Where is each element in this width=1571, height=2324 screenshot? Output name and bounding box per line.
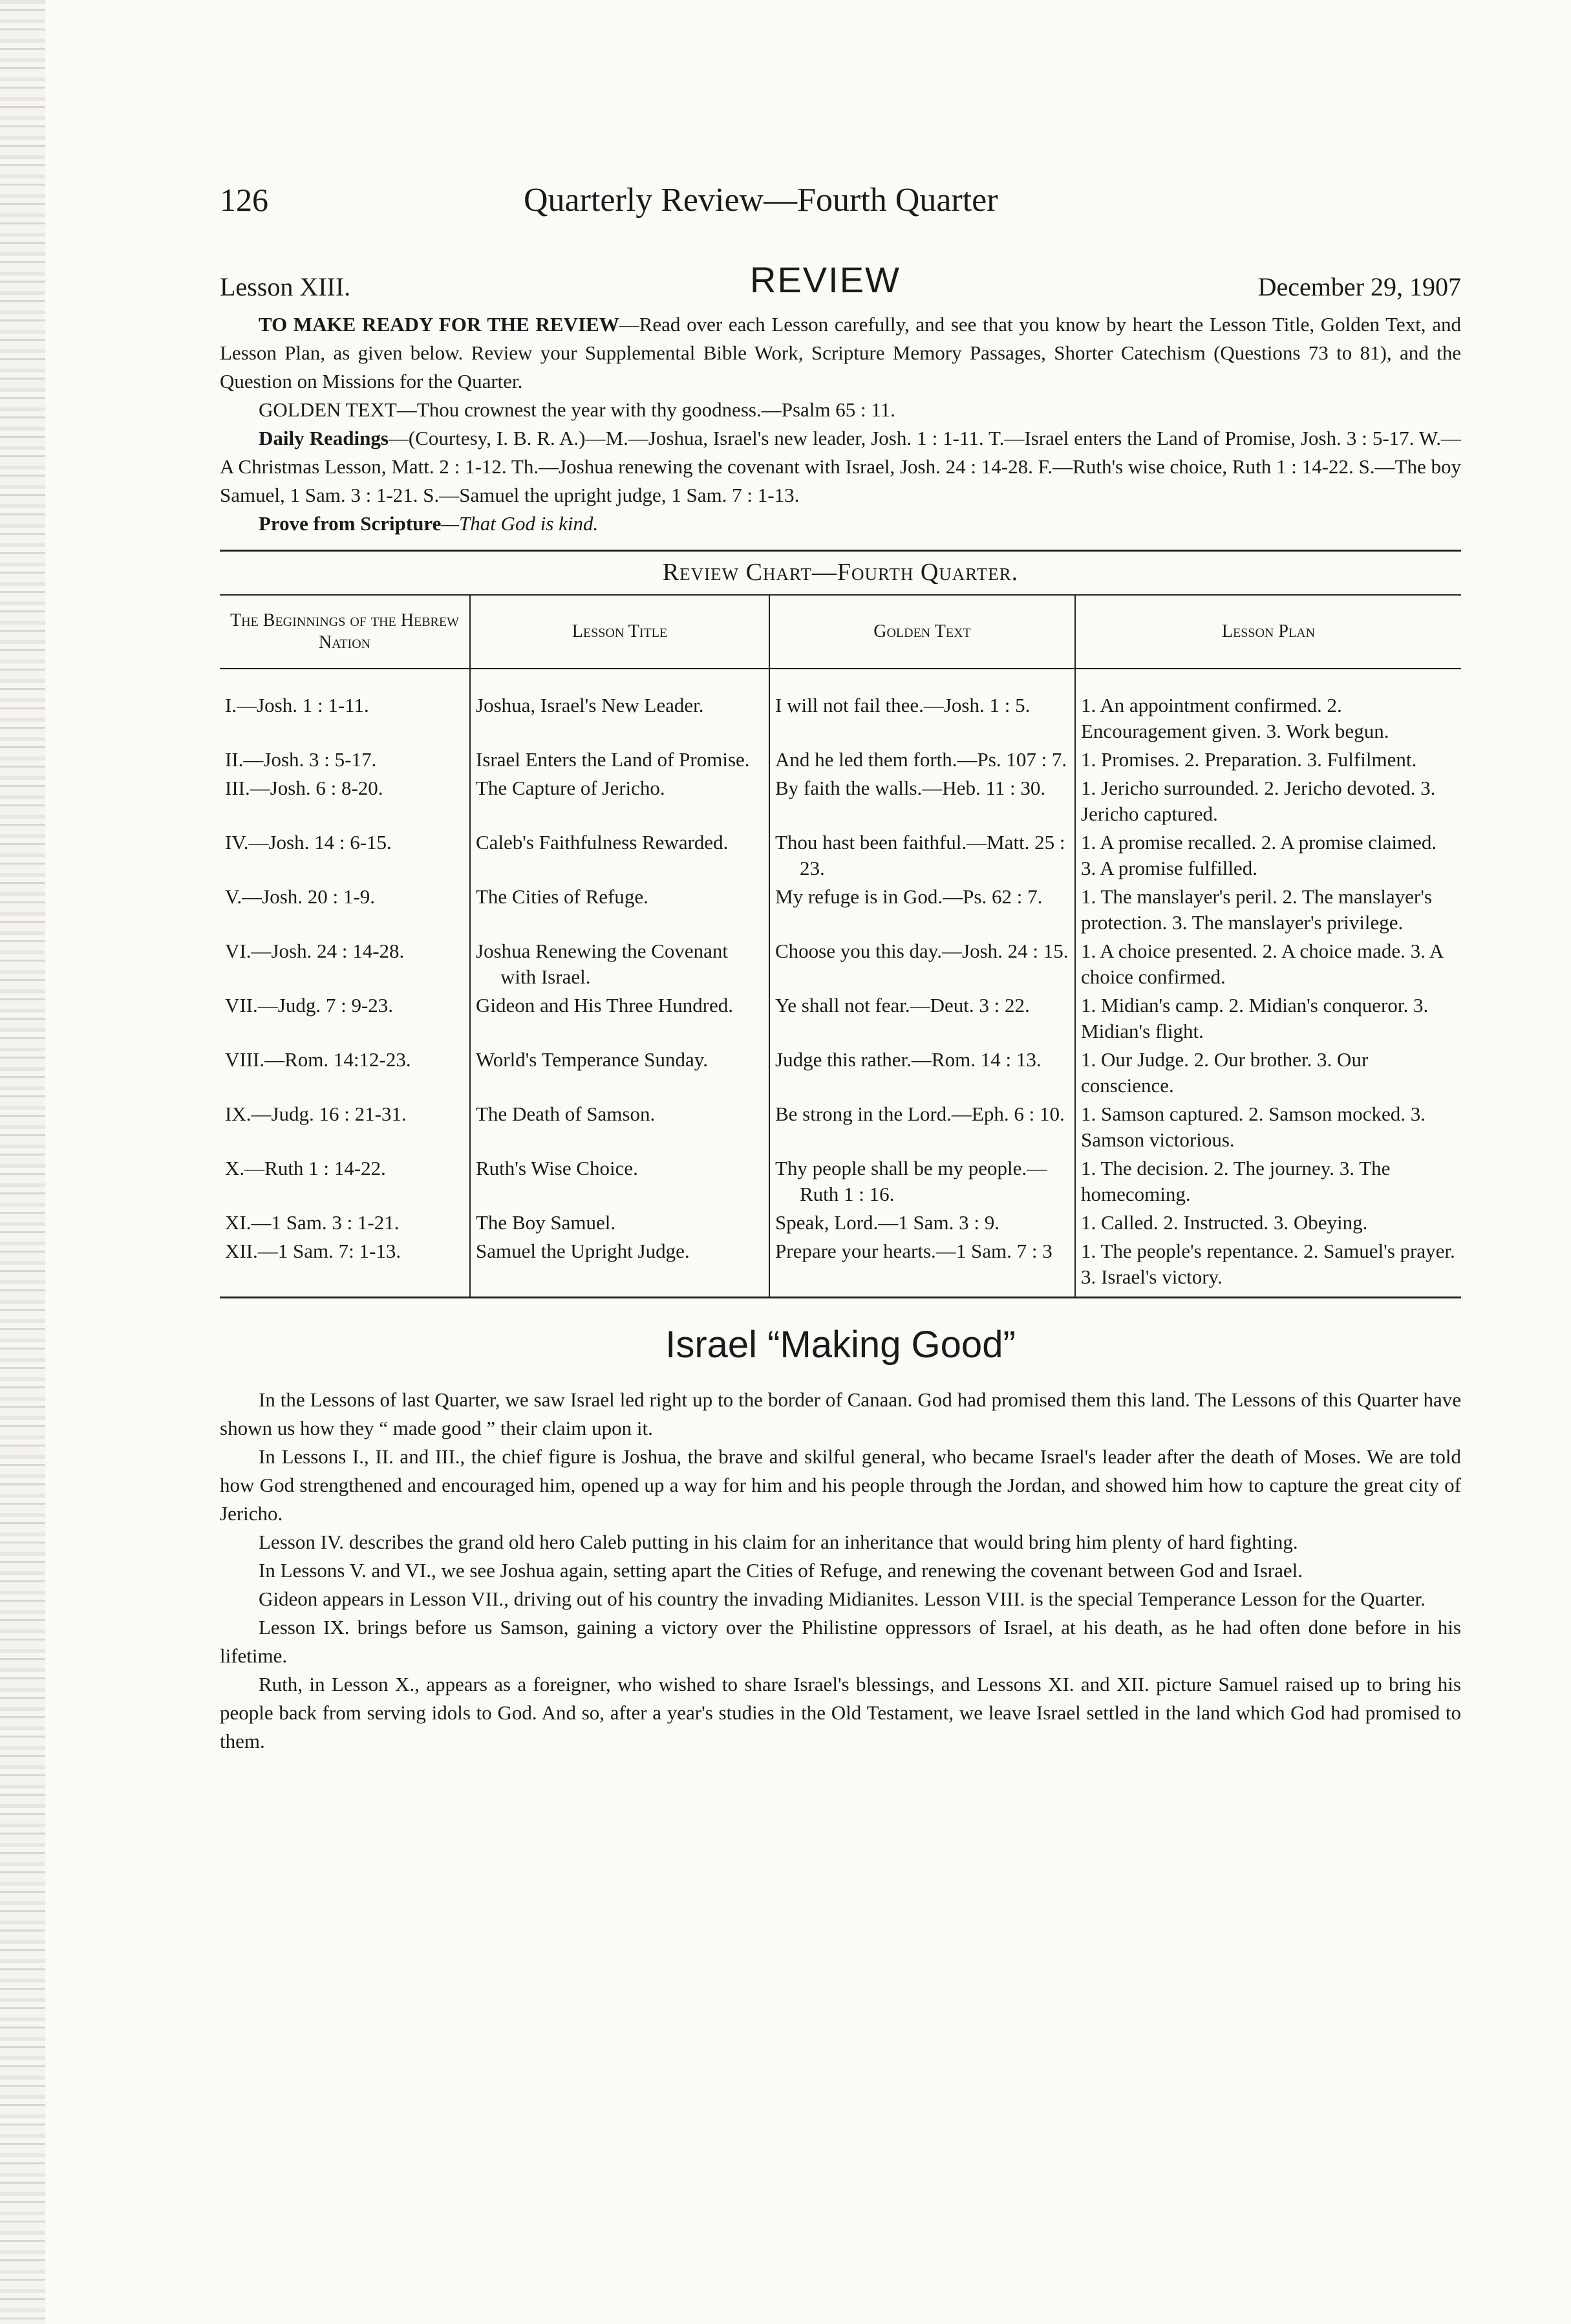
golden-text-cell: Be strong in the Lord.—Eph. 6 : 10.: [775, 1103, 1065, 1125]
lesson-ref: V.—Josh. 20 : 1-9.: [225, 885, 375, 908]
golden-text-cell: And he led them forth.—Ps. 107 : 7.: [775, 748, 1067, 771]
section-title: Israel “Making Good”: [665, 1324, 1016, 1366]
lesson-plan-cell: 1. A promise recalled. 2. A promise claimed. 3. A promise fulfilled.: [1075, 828, 1461, 883]
header-golden-text: Golden Text: [769, 595, 1075, 669]
body-paragraph: In Lessons V. and VI., we see Joshua again, setting apart the Cities of Refuge, and renewing the covenant between God and Israel.: [259, 1559, 1303, 1582]
chart-title: Review Chart—Fourth Quarter.: [662, 559, 1019, 586]
lesson-title-cell: Joshua Renewing the Covenant with Israel.: [476, 940, 729, 988]
golden-text-cell: By faith the walls.—Heb. 11 : 30.: [775, 777, 1046, 799]
golden-text-cell: Judge this rather.—Rom. 14 : 13.: [775, 1048, 1042, 1071]
lesson-plan-cell: 1. Midian's camp. 2. Midian's conqueror. 3. Midian's flight.: [1075, 991, 1461, 1046]
prove-text: —That God is kind.: [441, 512, 599, 535]
golden-text-cell: Thy people shall be my people.—Ruth 1 : 16.: [775, 1157, 1047, 1205]
table-row: [220, 1154, 1461, 1209]
lesson-ref: II.—Josh. 3 : 5-17.: [225, 748, 377, 771]
table-row: [220, 669, 1461, 746]
golden-text-cell: Choose you this day.—Josh. 24 : 15.: [775, 940, 1069, 962]
scan-edge: [0, 0, 45, 2324]
lesson-plan-cell: 1. Jericho surrounded. 2. Jericho devoted. 3. Jericho captured.: [1075, 774, 1461, 828]
daily-label: Daily Readings: [259, 427, 389, 449]
lesson-plan-cell: 1. Called. 2. Instructed. 3. Obeying.: [1075, 1209, 1461, 1237]
prove-from-scripture: [220, 510, 1461, 538]
review-chart-table: [220, 594, 1461, 1296]
body-paragraph: In the Lessons of last Quarter, we saw Israel led right up to the border of Canaan. God had promised them this land. The Lessons of this Quarter have shown us how they “ made good ” their claim upon it.: [220, 1388, 1461, 1439]
body-paragraph: Lesson IX. brings before us Samson, gaining a victory over the Philistine oppressors of Israel, at his death, as he had often done before in his lifetime.: [220, 1616, 1461, 1667]
lesson-plan-cell: 1. Our Judge. 2. Our brother. 3. Our conscience.: [1075, 1046, 1461, 1100]
golden-text-cell: I will not fail thee.—Josh. 1 : 5.: [775, 694, 1031, 716]
table-row: [220, 828, 1461, 883]
lesson-title-cell: Gideon and His Three Hundred.: [476, 994, 734, 1017]
body-paragraph: In Lessons I., II. and III., the chief figure is Joshua, the brave and skilful general, who became Israel's leader after the death of Moses. We are told how God strengthened and encouraged him, opened up a way for him and his people through the Jordan, and showed him how to capture the great city of Jericho.: [220, 1445, 1461, 1525]
body-paragraph: Lesson IV. describes the grand old hero Caleb putting in his claim for an inheritance that would bring him plenty of hard fighting.: [259, 1531, 1298, 1553]
lesson-title-cell: The Capture of Jericho.: [476, 777, 665, 799]
lesson-ref: VII.—Judg. 7 : 9-23.: [225, 994, 394, 1017]
table-row: [220, 1237, 1461, 1296]
header-lesson-plan: Lesson Plan: [1075, 595, 1461, 669]
table-row: [220, 746, 1461, 774]
table-row: [220, 1046, 1461, 1100]
lesson-title-cell: Ruth's Wise Choice.: [476, 1157, 638, 1179]
lesson-header: [220, 259, 1461, 310]
lesson-title-cell: Israel Enters the Land of Promise.: [476, 748, 750, 771]
lesson-title-cell: Caleb's Faithfulness Rewarded.: [476, 831, 729, 854]
running-head: [220, 175, 1461, 233]
table-row: [220, 991, 1461, 1046]
lesson-date: December 29, 1907: [1257, 272, 1461, 301]
golden-text: GOLDEN TEXT—Thou crownest the year with thy goodness.—Psalm 65 : 11.: [259, 398, 895, 421]
lesson-ref: XII.—1 Sam. 7: 1-13.: [225, 1240, 401, 1262]
lesson-ref: VI.—Josh. 24 : 14-28.: [225, 940, 405, 962]
lesson-ref: IV.—Josh. 14 : 6-15.: [225, 831, 392, 854]
lesson-plan-cell: 1. Samson captured. 2. Samson mocked. 3. Samson victorious.: [1075, 1100, 1461, 1154]
chart-bottom-rule: [220, 1296, 1461, 1298]
golden-text-cell: Prepare your hearts.—1 Sam. 7 : 3: [775, 1240, 1053, 1262]
ready-text: —Read over each Lesson carefully, and see that you know by heart the Lesson Title, Golden Text, and Lesson Plan, as given below. Review your Supplemental Bible Work, Scripture Memory Passages, Shorter Catechism (Questions 73 to 81), and the Question on Missions for the Quarter.: [220, 313, 1461, 393]
lesson-plan-cell: 1. The people's repentance. 2. Samuel's prayer. 3. Israel's victory.: [1075, 1237, 1461, 1296]
table-row: [220, 774, 1461, 828]
lesson-ref: VIII.—Rom. 14:12-23.: [225, 1048, 411, 1071]
lesson-title-cell: The Cities of Refuge.: [476, 885, 648, 908]
table-row: [220, 883, 1461, 937]
table-header-row: [220, 595, 1461, 669]
golden-text-cell: Speak, Lord.—1 Sam. 3 : 9.: [775, 1211, 999, 1234]
lesson-ref: IX.—Judg. 16 : 21-31.: [225, 1103, 407, 1125]
body-paragraph: Ruth, in Lesson X., appears as a foreigner, who wished to share Israel's blessings, and Lessons XI. and XII. picture Samuel raised up to bring his people back from serving idols to God. And so, after a year's studies in the Old Testament, we leave Israel settled in the land which God had promised to them.: [220, 1673, 1461, 1752]
lesson-plan-cell: 1. A choice presented. 2. A choice made. 3. A choice confirmed.: [1075, 937, 1461, 991]
table-row: [220, 1100, 1461, 1154]
body-paragraph: Gideon appears in Lesson VII., driving out of his country the invading Midianites. Lesson VIII. is the special Temperance Lesson for the Quarter.: [259, 1587, 1426, 1610]
lesson-ref: I.—Josh. 1 : 1-11.: [225, 694, 369, 716]
lesson-title: REVIEW: [750, 259, 901, 300]
lesson-title-cell: The Death of Samson.: [476, 1103, 656, 1125]
lesson-title-cell: Joshua, Israel's New Leader.: [476, 694, 704, 716]
daily-text: —(Courtesy, I. B. R. A.)—M.—Joshua, Israel's new leader, Josh. 1 : 1-11. T.—Israel enters the Land of Promise, Josh. 3 : 5-17. W.—A Christmas Lesson, Matt. 2 : 1-12. Th.—Joshua renewing the covenant with Israel, Josh. 24 : 14-28. F.—Ruth's wise choice, Ruth 1 : 14-22. S.—The boy Samuel, 1 Sam. 3 : 1-21. S.—Samuel the upright judge, 1 Sam. 7 : 1-13.: [220, 427, 1461, 506]
lesson-plan-cell: 1. The manslayer's peril. 2. The manslayer's protection. 3. The manslayer's privilege.: [1075, 883, 1461, 937]
lesson-ref: X.—Ruth 1 : 14-22.: [225, 1157, 386, 1179]
lesson-plan-cell: 1. The decision. 2. The journey. 3. The homecoming.: [1075, 1154, 1461, 1209]
page-number: 126: [220, 182, 268, 218]
prove-label: Prove from Scripture: [259, 512, 442, 535]
ready-label: TO MAKE READY FOR THE REVIEW: [259, 313, 619, 336]
daily-readings: [220, 424, 1461, 510]
header-lesson-title: Lesson Title: [470, 595, 769, 669]
header-nation: The Beginnings of the Hebrew Nation: [220, 595, 470, 669]
lesson-title-cell: Samuel the Upright Judge.: [476, 1240, 690, 1262]
lesson-title-cell: World's Temperance Sunday.: [476, 1048, 709, 1071]
ready-instructions: [220, 310, 1461, 396]
lesson-plan-cell: 1. An appointment confirmed. 2. Encouragement given. 3. Work begun.: [1075, 669, 1461, 746]
running-title: Quarterly Review—Fourth Quarter: [524, 182, 998, 219]
lesson-plan-cell: 1. Promises. 2. Preparation. 3. Fulfilment.: [1075, 746, 1461, 774]
table-row: [220, 937, 1461, 991]
lesson-title-cell: The Boy Samuel.: [476, 1211, 616, 1234]
page: [220, 175, 1461, 1756]
lesson-number: Lesson XIII.: [220, 272, 351, 301]
golden-text-cell: My refuge is in God.—Ps. 62 : 7.: [775, 885, 1043, 908]
table-row: [220, 1209, 1461, 1237]
lesson-ref: XI.—1 Sam. 3 : 1-21.: [225, 1211, 400, 1234]
lesson-ref: III.—Josh. 6 : 8-20.: [225, 777, 383, 799]
golden-text-cell: Thou hast been faithful.—Matt. 25 : 23.: [775, 831, 1065, 879]
golden-text-cell: Ye shall not fear.—Deut. 3 : 22.: [775, 994, 1030, 1017]
